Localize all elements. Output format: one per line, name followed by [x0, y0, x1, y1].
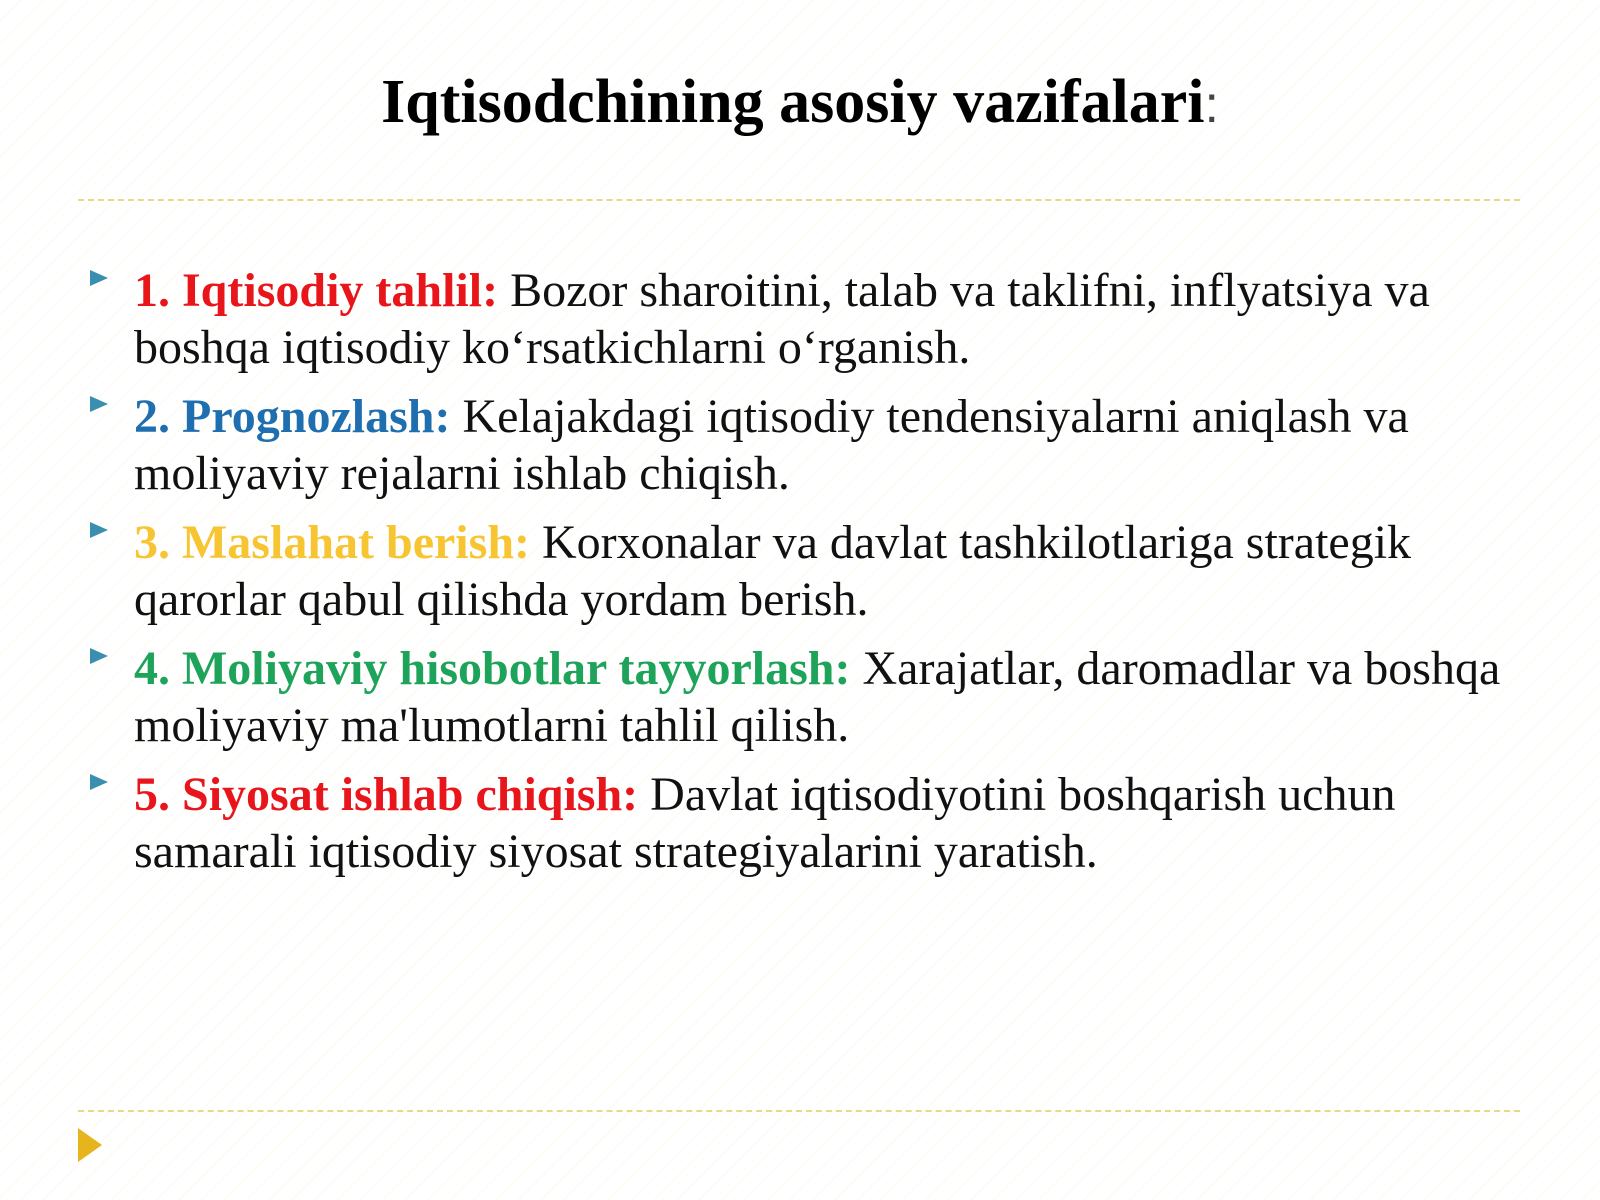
slide-title-text: Iqtisodchining asosiy vazifalari: [381, 68, 1205, 136]
list-item: [90, 388, 1530, 502]
item-label: 3. Maslahat berish:: [134, 516, 530, 569]
bottom-divider: [78, 1110, 1520, 1112]
item-text: Davlat iqtisodiyotini boshqarish uchun samarali iqtisodiy siyosat strategiyalarini yaratish.: [134, 768, 1396, 878]
triangle-right-icon: [90, 522, 108, 538]
triangle-right-icon: [90, 396, 108, 412]
item-text: Xarajatlar, daromadlar va boshqa moliyaviy ma'lumotlarni tahlil qilish.: [134, 642, 1501, 752]
slide-title-colon: :: [1204, 76, 1219, 134]
top-divider: [78, 199, 1520, 201]
triangle-right-icon: [90, 774, 108, 790]
list-item: [90, 640, 1530, 754]
item-text: Bozor sharoitini, talab va taklifni, inflyatsiya va boshqa iqtisodiy ko‘rsatkichlarni o‘rganish.: [134, 264, 1430, 374]
item-label: 5. Siyosat ishlab chiqish:: [134, 768, 639, 821]
play-arrow-icon[interactable]: [78, 1128, 102, 1162]
item-text: Korxonalar va davlat tashkilotlariga strategik qarorlar qabul qilishda yordam berish.: [134, 516, 1412, 626]
task-list: [90, 262, 1530, 892]
item-text: Kelajakdagi iqtisodiy tendensiyalarni aniqlash va moliyaviy rejalarni ishlab chiqish.: [134, 390, 1409, 500]
list-item: [90, 262, 1530, 376]
list-item: [90, 514, 1530, 628]
list-item: [90, 766, 1530, 880]
slide-title: [0, 62, 1600, 145]
triangle-right-icon: [90, 648, 108, 664]
item-label: 4. Moliyaviy hisobotlar tayyorlash:: [134, 642, 851, 695]
item-label: 2. Prognozlash:: [134, 390, 451, 443]
item-label: 1. Iqtisodiy tahlil:: [134, 264, 499, 317]
triangle-right-icon: [90, 270, 108, 286]
